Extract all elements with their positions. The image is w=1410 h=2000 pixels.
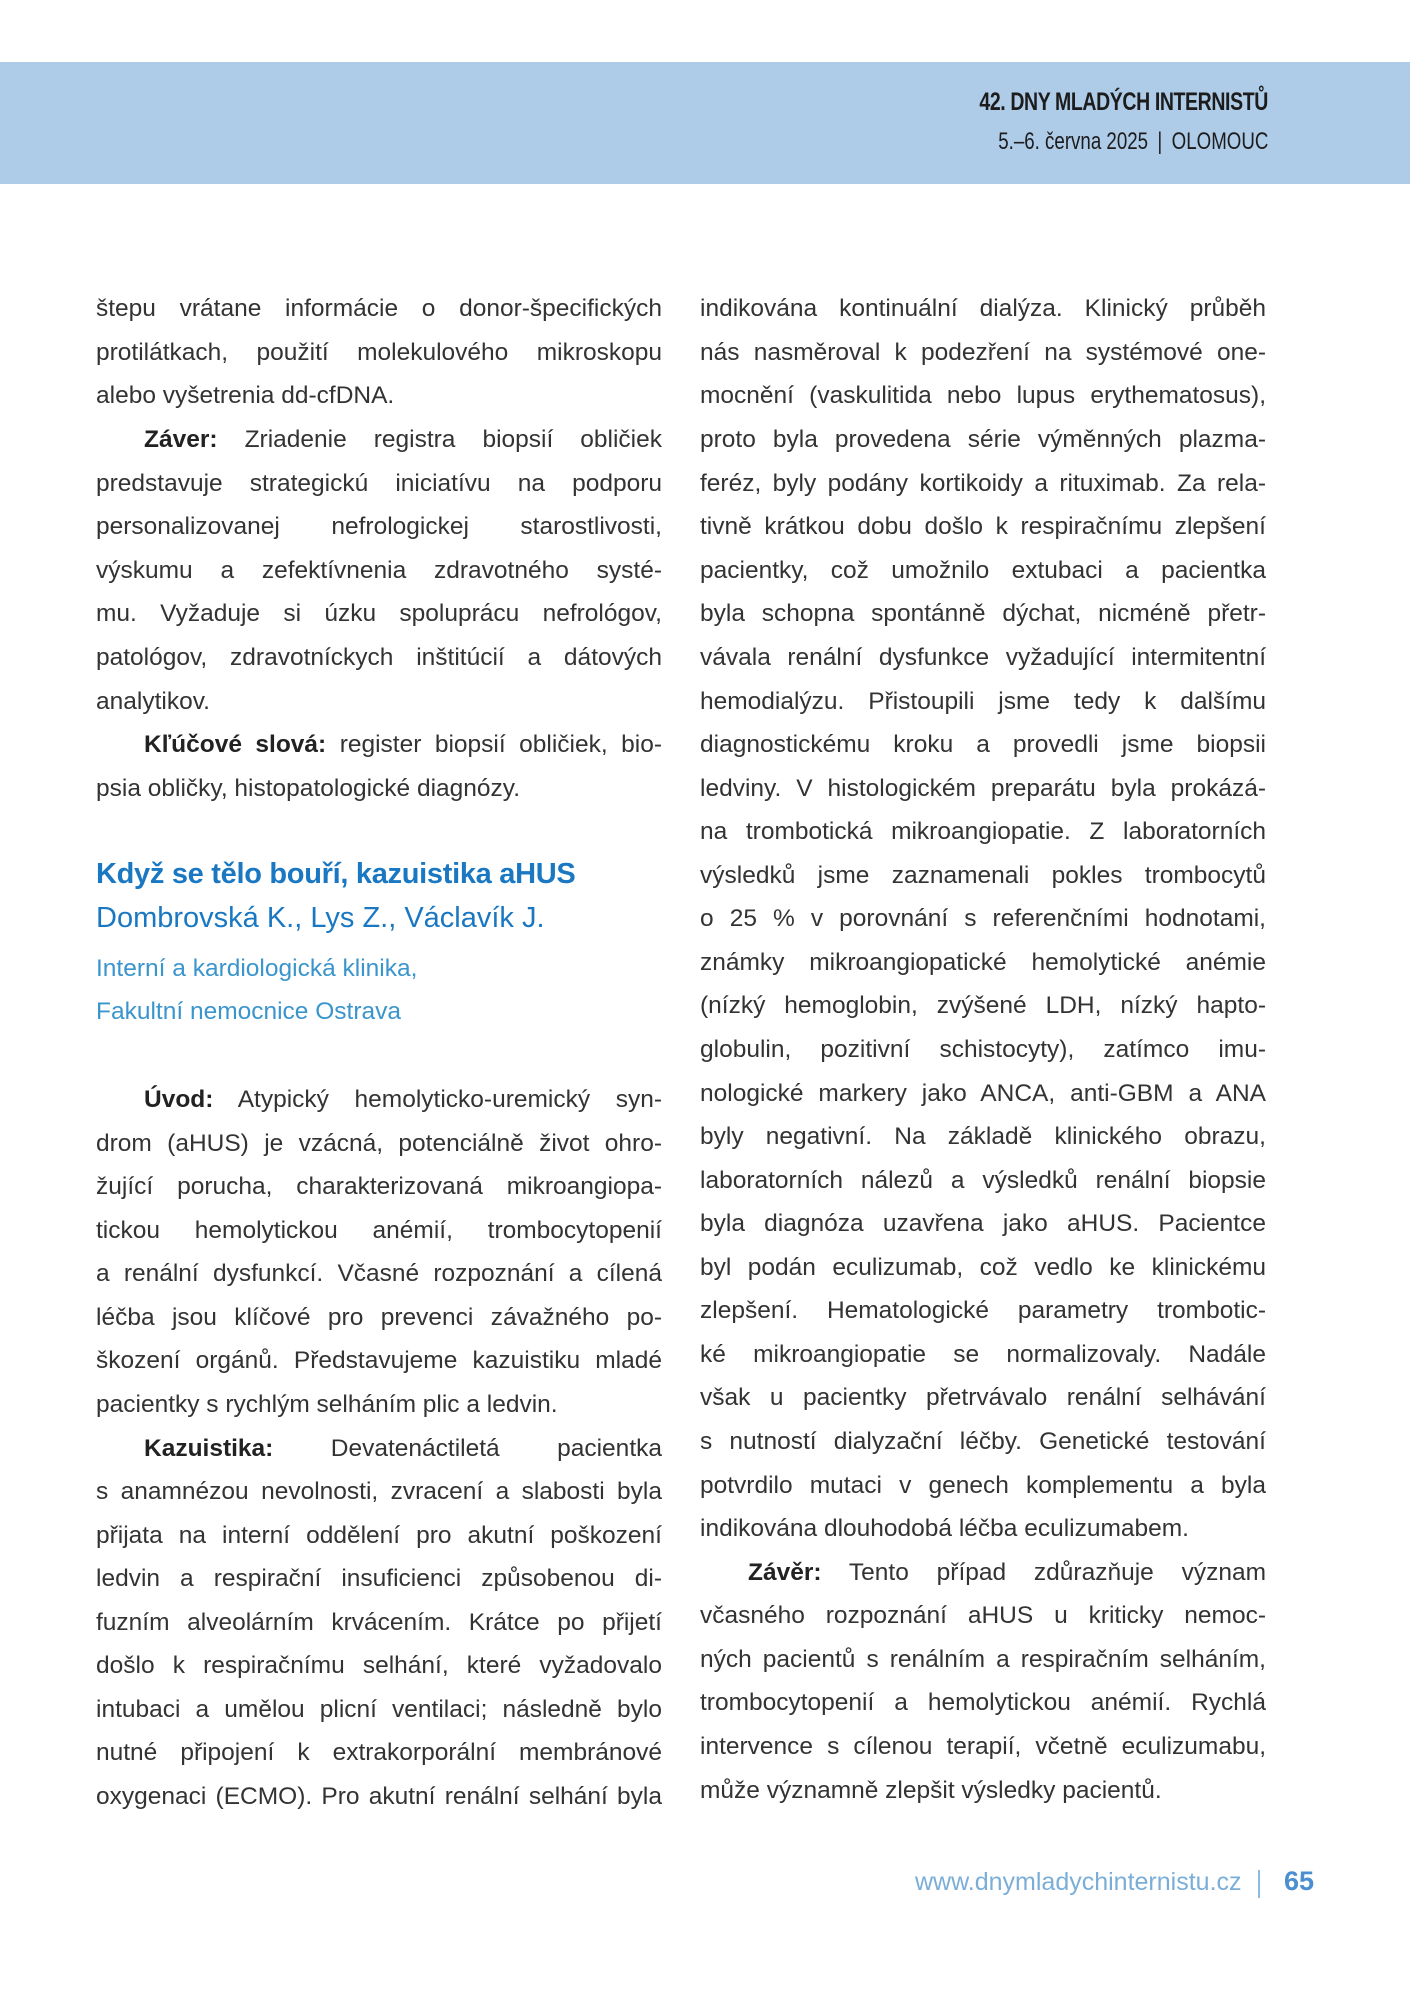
text-line: potvrdilo mutaci v genech komplementu a byla [700,1472,1266,1499]
text-line: mocnění (vaskulitida nebo lupus erythematosus), [700,382,1266,409]
text-line: intervence s cílenou terapií, včetně eculizumabu, [700,1733,1266,1760]
text-line: patológov, zdravotníckych inštitúcií a dátových [96,644,662,671]
text-line: ledvin a respirační insuficienci způsobenou di- [96,1565,662,1592]
conclusion-paragraph-start: Záver: Zriadenie registra biopsií obličiek [144,426,663,453]
text-line: indikována kontinuální dialýza. Klinický průběh [700,295,1266,322]
text-line: proto byla provedena série výměnných plazma- [700,426,1266,453]
conclusion-label: Záver: [144,426,218,453]
text-line: fuzním alveolárním krvácením. Krátce po přijetí [96,1609,662,1636]
page-number: 65 [1284,1866,1315,1896]
conclusion-label: Závěr: [748,1559,822,1586]
text-line: ných pacientů s renálním a respiračním selháním, [700,1646,1266,1673]
conclusion-paragraph-start: Závěr: Tento případ zdůrazňuje význam [748,1559,1266,1586]
text-line: laboratorních nálezů a výsledků renální biopsie [700,1167,1266,1194]
text-line: nologické markery jako ANCA, anti-GBM a ANA [700,1080,1266,1107]
text-line: na trombotická mikroangiopatie. Z laboratorních [700,818,1266,845]
text-line: léčba jsou klíčové pro prevenci závažného po- [96,1304,662,1331]
article-affiliation-line: Interní a kardiologická klinika, [96,955,418,982]
text-line: hemodialýzu. Přistoupili jsme tedy k dalšímu [700,688,1266,715]
text-line: žující porucha, charakterizovaná mikroangiopa- [96,1173,662,1200]
text-line: došlo k respiračnímu selhání, které vyžadovalo [96,1652,662,1679]
text-line: trombocytopenií a hemolytickou anémií. Rychlá [700,1689,1266,1716]
conference-date-location [998,128,1268,156]
conference-city: OLOMOUC [1171,128,1268,155]
text-line: však u pacientky přetrvávalo renální selhávání [700,1384,1266,1411]
text-line: zlepšení. Hematologické parametry trombotic- [700,1297,1266,1324]
text-line: může významně zlepšit výsledky pacientů. [700,1777,1162,1804]
case-paragraph-start: Kazuistika: Devatenáctiletá pacientka [144,1435,662,1462]
text-line: (nízký hemoglobin, zvýšené LDH, nízký hapto- [700,992,1266,1019]
text-line: nutné připojení k extrakorporální membránové [96,1739,662,1766]
article-title: Když se tělo bouří, kazuistika aHUS [96,858,576,890]
text-line: feréz, byly podány kortikoidy a rituximab. Za rela- [700,470,1266,497]
text-line: intubaci a umělou plicní ventilaci; následně bylo [96,1696,662,1723]
footer-separator [1258,1870,1260,1898]
text-line: známky mikroangiopatické hemolytické anémie [700,949,1266,976]
text-line: byly negativní. Na základě klinického obrazu, [700,1123,1266,1150]
text-line: drom (aHUS) je vzácná, potenciálně život ohro- [96,1130,662,1157]
case-label: Kazuistika: [144,1435,274,1462]
text-line: přijata na interní oddělení pro akutní poškození [96,1522,662,1549]
text-line: globulin, pozitivní schistocyty), zatímco imu- [700,1036,1266,1063]
text-line: alebo vyšetrenia dd-cfDNA. [96,382,395,409]
text-line: vávala renální dysfunkce vyžadující intermitentní [700,644,1266,671]
text-line: výsledků jsme zaznamenali pokles trombocytů [700,862,1266,889]
text-line: pacientky s rychlým selháním plic a ledvin. [96,1391,558,1418]
text-line: s anamnézou nevolnosti, zvracení a slabosti byla [96,1478,662,1505]
intro-label: Úvod: [144,1086,214,1113]
text-line: personalizovanej nefrologickej starostlivosti, [96,513,662,540]
keywords-label: Kľúčové slová: [144,731,327,758]
text-line: psia obličky, histopatologické diagnózy. [96,775,521,802]
header-separator: | [1157,128,1162,155]
text-line: o 25 % v porovnání s referenčními hodnotami, [700,905,1266,932]
text-line: a renální dysfunkcí. Včasné rozpoznání a cílená [96,1260,662,1287]
text-line: analytikov. [96,688,210,715]
article-affiliation-line: Fakultní nemocnice Ostrava [96,998,402,1025]
text-line: pacientky, což umožnilo extubaci a pacientka [700,557,1266,584]
conference-date: 5.–6. června 2025 [997,128,1148,155]
footer-website-link[interactable]: www.dnymladychinternistu.cz [915,1868,1242,1896]
text-line: ledviny. V histologickém preparátu byla prokázá- [700,775,1266,802]
text-line: byla schopna spontánně dýchat, nicméně přetr- [700,600,1266,627]
text-line: tickou hemolytickou anémií, trombocytopenií [96,1217,662,1244]
text-line: s nutností dialyzační léčby. Genetické testování [700,1428,1266,1455]
text-line: ké mikroangiopatie se normalizovaly. Nadále [700,1341,1266,1368]
keywords-paragraph-start: Kľúčové slová: register biopsií obličiek, bio- [144,731,662,758]
text-line: byl podán eculizumab, což vedlo ke klinickému [700,1254,1266,1281]
text-line: škození orgánů. Představujeme kazuistiku mladé [96,1347,662,1374]
header-band [0,62,1410,184]
text-line: včasného rozpoznání aHUS u kriticky nemoc- [700,1602,1266,1629]
intro-paragraph-start: Úvod: Atypický hemolyticko-uremický syn- [144,1086,662,1113]
text-line: oxygenaci (ECMO). Pro akutní renální selhání byla [96,1783,662,1810]
text-line: mu. Vyžaduje si úzku spoluprácu nefrológov, [96,600,662,627]
text-line: výskumu a zefektívnenia zdravotného systé- [96,557,662,584]
text-line: štepu vrátane informácie o donor-špecifických [96,295,662,322]
text-line: protilátkach, použití molekulového mikroskopu [96,339,662,366]
conference-title: 42. DNY MLADÝCH INTERNISTŮ [979,88,1268,116]
text-line: nás nasměroval k podezření na systémové one- [700,339,1266,366]
text-line: diagnostickému kroku a provedli jsme biopsii [700,731,1266,758]
text-line: tivně krátkou dobu došlo k respiračnímu zlepšení [700,513,1266,540]
article-authors: Dombrovská K., Lys Z., Václavík J. [96,902,545,934]
text-line: byla diagnóza uzavřena jako aHUS. Pacientce [700,1210,1266,1237]
text-line: indikována dlouhodobá léčba eculizumabem. [700,1515,1189,1542]
text-line: predstavuje strategickú iniciatívu na podporu [96,470,662,497]
